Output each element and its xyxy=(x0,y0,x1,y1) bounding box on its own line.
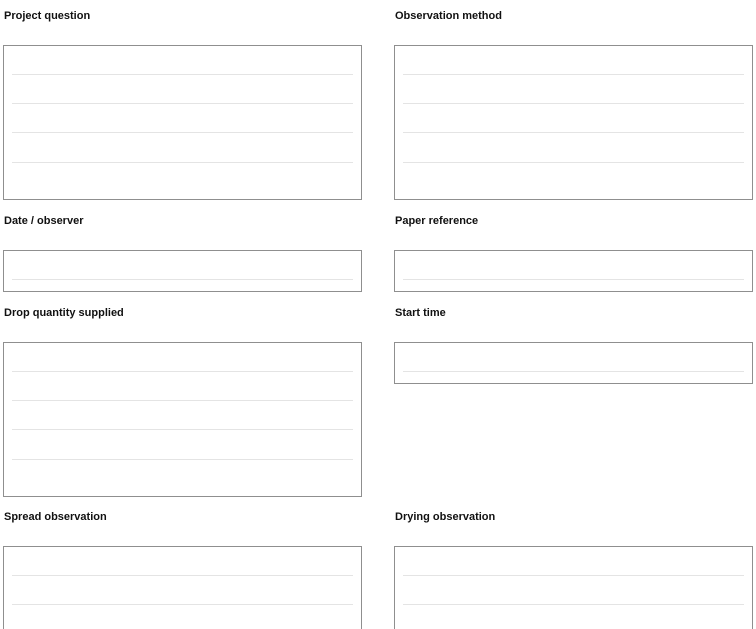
writing-line xyxy=(403,371,744,372)
date-observer-label: Date / observer xyxy=(4,215,84,227)
date-observer-field[interactable] xyxy=(3,250,362,292)
start-time-label: Start time xyxy=(395,307,446,319)
writing-line xyxy=(12,459,353,460)
spread-observation-label: Spread observation xyxy=(4,511,107,523)
writing-line xyxy=(403,103,744,104)
writing-line xyxy=(403,575,744,576)
writing-line xyxy=(12,604,353,605)
writing-line xyxy=(403,162,744,163)
project-question-label: Project question xyxy=(4,10,91,22)
project-question-field[interactable] xyxy=(3,45,362,200)
paper-reference-field[interactable] xyxy=(394,250,753,292)
writing-line xyxy=(12,429,353,430)
writing-line xyxy=(12,74,353,75)
writing-line xyxy=(12,279,353,280)
writing-line xyxy=(403,279,744,280)
writing-line xyxy=(12,162,353,163)
writing-line xyxy=(12,132,353,133)
observation-method-field[interactable] xyxy=(394,45,753,200)
drying-observation-label: Drying observation xyxy=(395,511,496,523)
writing-line xyxy=(12,103,353,104)
observation-method-label: Observation method xyxy=(395,10,502,22)
writing-line xyxy=(403,74,744,75)
spread-observation-field[interactable] xyxy=(3,546,362,629)
drop-quantity-supplied-field[interactable] xyxy=(3,342,362,497)
writing-line xyxy=(12,400,353,401)
paper-reference-label: Paper reference xyxy=(395,215,479,227)
writing-line xyxy=(12,371,353,372)
writing-line xyxy=(403,132,744,133)
start-time-field[interactable] xyxy=(394,342,753,384)
writing-line xyxy=(12,575,353,576)
drying-observation-field[interactable] xyxy=(394,546,753,629)
writing-line xyxy=(403,604,744,605)
drop-quantity-supplied-label: Drop quantity supplied xyxy=(4,307,124,319)
